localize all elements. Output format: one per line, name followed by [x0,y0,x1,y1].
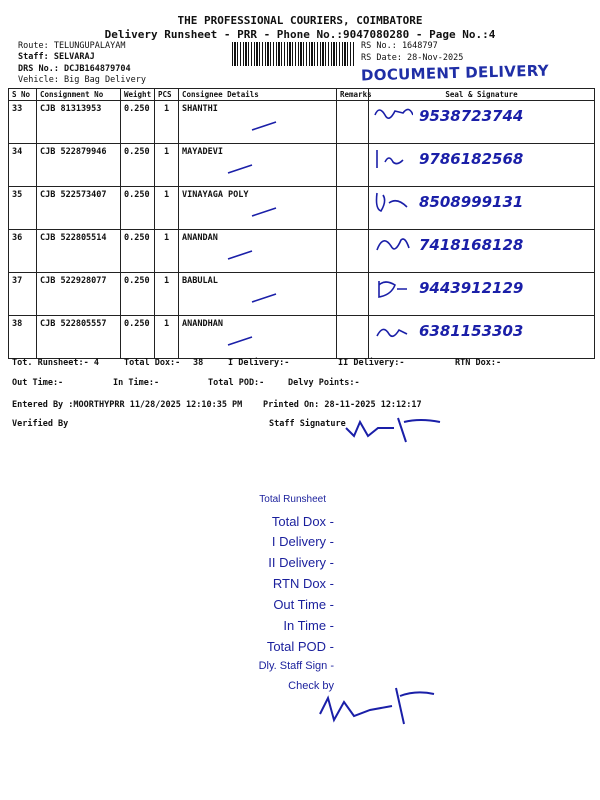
consignee-cell [179,187,337,230]
consignee-cell [179,316,337,359]
drs-number: DRS No.: DCJB164879704 [18,64,131,74]
signature-cell [369,187,595,230]
consignee-name: ANANDHAN [182,319,223,329]
stamp-line: Out Time - [273,597,334,612]
barcode [232,42,354,66]
remarks-cell [337,230,369,273]
remarks-cell [337,187,369,230]
handwritten-phone: 7418168128 [419,236,524,254]
handwritten-signature [373,232,413,258]
table-row [9,101,595,144]
consignment-cell: CJB 522573407 [37,187,121,230]
weight-cell: 0.250 [121,230,155,273]
remarks-cell [337,144,369,187]
runsheet-subtitle: Delivery Runsheet - PRR - Phone No.:9047080280 - Page No.:4 [104,28,496,41]
table-row [9,273,595,316]
stamp-line: I Delivery - [271,534,334,549]
consignee-cell [179,230,337,273]
consignee-name: SHANTHI [182,104,218,114]
consignee-cell [179,101,337,144]
consignee-name: MAYADEVI [182,147,223,157]
remarks-cell [337,316,369,359]
weight-cell: 0.250 [121,144,155,187]
weight-cell: 0.250 [121,101,155,144]
out-time-label: Out Time:- [12,378,64,388]
rtn-dox-label: RTN Dox:- [455,358,502,368]
vehicle-label: Vehicle: Big Bag Delivery [18,75,146,85]
remarks-cell [337,101,369,144]
stamp-line: In Time - [283,618,334,633]
pcs-cell: 1 [155,273,179,316]
handwritten-phone: 9538723744 [419,107,524,125]
checker-signature-scribble [312,680,442,728]
tick-mark [226,249,256,263]
consignment-cell: CJB 522805514 [37,230,121,273]
handwritten-signature [373,318,413,344]
col-weight: Weight [121,89,155,101]
stamp-line: Check by [288,680,334,692]
entered-by: Entered By :MOORTHYPRR 11/28/2025 12:10:35 PM [12,400,243,410]
printed-on: Printed On: 28-11-2025 12:12:17 [263,400,422,410]
tick-mark [226,335,256,349]
pcs-cell: 1 [155,144,179,187]
sno-cell: 38 [9,316,37,359]
stamp-line: RTN Dox - [272,576,334,591]
total-dox-label: Total Dox:- [124,358,181,368]
consignee-name: ANANDAN [182,233,218,243]
runsheet-table [8,88,595,359]
verified-by-label: Verified By [12,419,69,429]
handwritten-signature [373,189,413,215]
signature-cell [369,316,595,359]
consignee-cell [179,273,337,316]
handwritten-phone: 9443912129 [419,279,524,297]
rs-date: RS Date: 28-Nov-2025 [361,53,464,63]
weight-cell: 0.250 [121,273,155,316]
handwritten-phone: 8508999131 [419,193,524,211]
consignee-name: BABULAL [182,276,218,286]
tot-runsheet: Tot. Runsheet:- 4 [12,358,99,368]
stamp-line: Total Dox - [271,514,334,529]
tick-mark [250,206,280,220]
weight-cell: 0.250 [121,187,155,230]
signature-cell [369,273,595,316]
col-remarks: Remarks [337,89,369,101]
handwritten-signature [373,275,413,301]
table-row [9,316,595,359]
table-row [9,230,595,273]
tick-mark [226,163,256,177]
delvy-points-label: Delvy Points:- [288,378,360,388]
handwritten-phone: 9786182568 [419,150,524,168]
consignment-cell: CJB 522928077 [37,273,121,316]
col-consignment: Consignment No [37,89,121,101]
staff-signature-label: Staff Signature [269,419,346,429]
pcs-cell: 1 [155,316,179,359]
table-header-row [9,89,595,101]
handwritten-signature [373,103,413,129]
sno-cell: 33 [9,101,37,144]
signature-cell [369,230,595,273]
sno-cell: 34 [9,144,37,187]
stamp-line: Total Runsheet [259,494,326,505]
pcs-cell: 1 [155,187,179,230]
route-label: Route: TELUNGUPALAYAM [18,41,126,51]
consignee-cell [179,144,337,187]
col-pcs: PCS [155,89,179,101]
staff-label: Staff: SELVARAJ [18,52,95,62]
pcs-cell: 1 [155,101,179,144]
tick-mark [250,120,280,134]
consignment-cell: CJB 522805557 [37,316,121,359]
stamp-line: Dly. Staff Sign - [258,660,334,672]
ii-delivery-label: II Delivery:- [338,358,405,368]
tick-mark [250,292,280,306]
in-time-label: In Time:- [113,378,160,388]
staff-signature-scribble [344,414,444,444]
sno-cell: 35 [9,187,37,230]
consignee-name: VINAYAGA POLY [182,190,249,200]
col-seal-signature: Seal & Signature [369,89,595,101]
consignment-cell: CJB 522879946 [37,144,121,187]
sno-cell: 37 [9,273,37,316]
consignment-cell: CJB 81313953 [37,101,121,144]
total-pod-label: Total POD:- [208,378,265,388]
handwritten-phone: 6381153303 [419,322,524,340]
company-title: THE PROFESSIONAL COURIERS, COIMBATORE [177,14,423,27]
rs-number: RS No.: 1648797 [361,41,438,51]
remarks-cell [337,273,369,316]
document-delivery-stamp: DOCUMENT DELIVERY [360,61,550,85]
stamp-line: Total POD - [266,639,334,654]
signature-cell [369,101,595,144]
col-consignee: Consignee Details [179,89,337,101]
total-dox-value: 38 [193,358,204,368]
pcs-cell: 1 [155,230,179,273]
signature-cell [369,144,595,187]
sno-cell: 36 [9,230,37,273]
table-row [9,144,595,187]
i-delivery-label: I Delivery:- [228,358,290,368]
table-row [9,187,595,230]
col-sno: S No [9,89,37,101]
weight-cell: 0.250 [121,316,155,359]
handwritten-signature [373,146,413,172]
stamp-line: II Delivery - [268,555,334,570]
